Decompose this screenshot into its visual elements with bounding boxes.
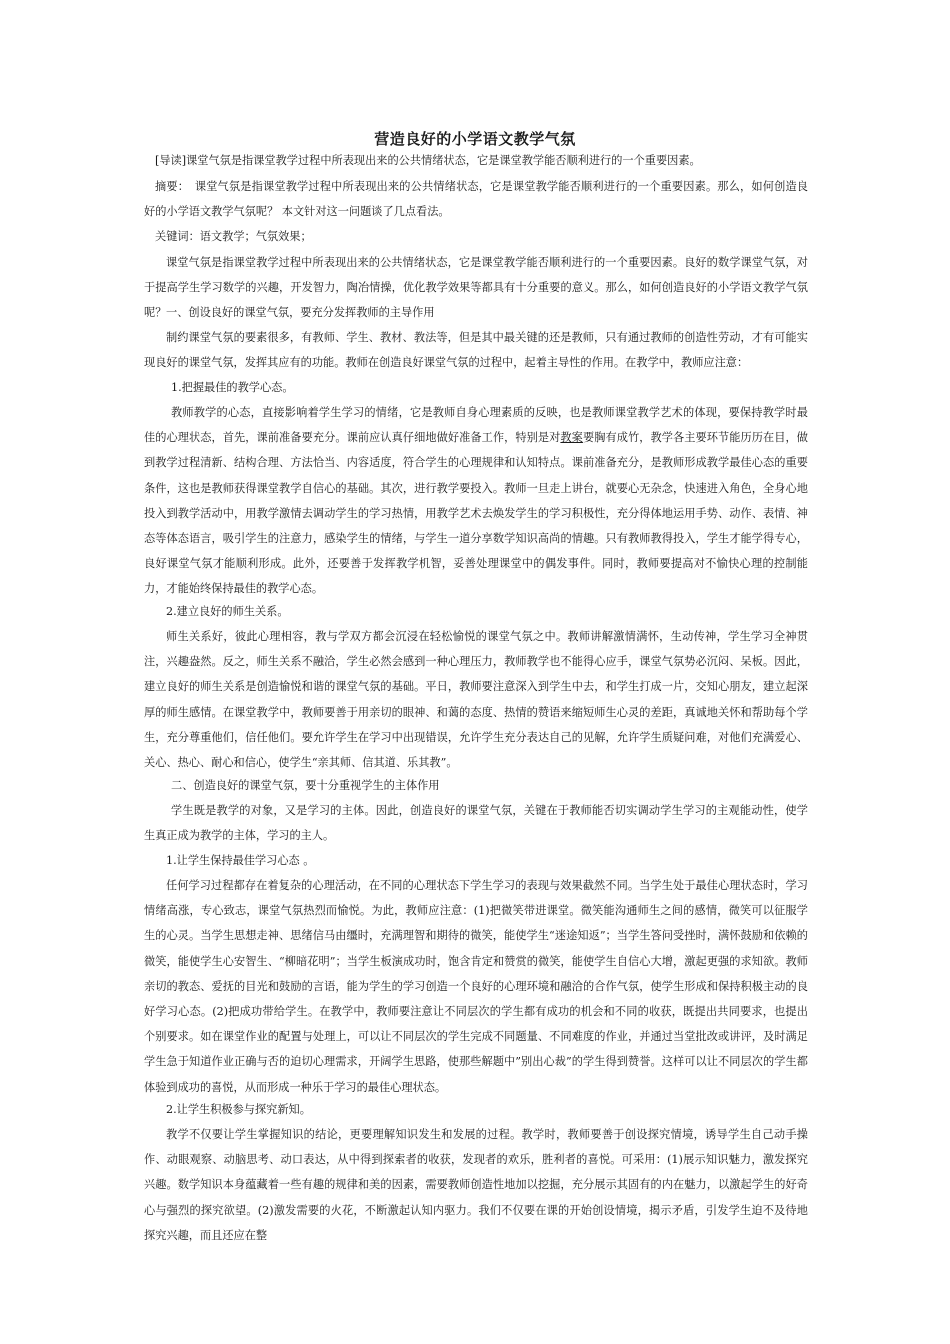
body-paragraph: 任何学习过程都存在着复杂的心理活动，在不同的心理状态下学生学习的表现与效果截然不同。当学生处于最佳心理状态时，学习情绪高涨，专心致志，课堂气氛热烈而愉悦。为此，教师应注意：(1)把微笑带进课堂。微笑能沟通师生之间的感情，微笑可以征服学生的心灵。当学生思想走神、思绪信马由缰时，充满理智和期待的微笑，能使学生“迷途知返”；当学生答问受挫时，满怀鼓励和依赖的微笑，能使学生心安智生、“柳暗花明”；当学生板演成功时，饱含肯定和赞赏的微笑，能使学生自信心大增，激起更强的求知欲。教师亲切的教态、爱抚的目光和鼓励的言语，能为学生的学习创造一个良好的心理环境和融洽的合作气氛，使学生形成和保持积极主动的良好学习心态。(2)把成功带给学生。在教学中，教师要注意让不同层次的学生都有成功的机会和不同的收获，既提出共同要求，也提出个别要求。如在课堂作业的配置与处理上，可以让不同层次的学生完成不同题量、不同难度的作业，并通过当堂批改或讲评，及时满足学生急于知道作业正确与否的迫切心理需求，开阔学生思路，使那些解题中”别出心裁”的学生得到赞誉。这样可以让不同层次的学生都体验到成功的喜悦，从而形成一种乐于学习的最佳心理状态。 (144, 879, 808, 1094)
intro-paragraph: 课堂气氛是指课堂教学过程中所表现出来的公共情绪状态，它是课堂教学能否顺利进行的一个重要因素。良好的数学课堂气氛，对于提高学生学习数学的兴趣，开发智力，陶冶情操，优化教学效果等都具有十分重要的意义。那么，如何创造良好的小学语文教学气氛呢？ (144, 256, 808, 320)
subheading-1-2: 2.建立良好的师生关系。 (166, 605, 289, 618)
subheading-2-2: 2.让学生积极参与探究新知。 (166, 1103, 311, 1116)
keywords-line: 关键词：语文教学；气氛效果； (155, 230, 312, 243)
body-paragraph (144, 400, 808, 602)
section-heading-2: 二、创造良好的课堂气氛，要十分重视学生的主体作用 (171, 779, 440, 792)
paragraph-text: 要胸有成竹，教学各主要环节能历历在目，做到教学过程清新、结构合理、方法恰当、内容适度，符合学生的心理规律和认知特点。课前准备充分，是教师形成教学最佳心态的重要条件，这也是教师获得课堂教学自信心的基础。其次，进行教学要投入。教师一旦走上讲台，就要心无杂念，快速进入角色，全身心地投入到教学活动中，用教学激情去调动学生的学习热情，用教学艺术去焕发学生的学习积极性，充分得体地运用手势、动作、表情、神态等体态语言，吸引学生的注意力，感染学生的情绪，与学生一道分享数学知识高尚的情趣。只有教师教得投入，学生才能学得专心，良好课堂气氛才能顺利形成。此外，还要善于发挥教学机智，妥善处理课堂中的偶发事件。同时，教师要提高对不愉快心理的控制能力，才能始终保持最佳的教学心态。 (144, 431, 808, 596)
lesson-plan-link[interactable]: 教案 (560, 431, 583, 445)
lead-paragraph: [导读]课堂气氛是指课堂教学过程中所表现出来的公共情绪状态，它是课堂教学能否顺利进行的一个重要因素。 (155, 154, 701, 167)
subheading-1-1: 1.把握最佳的教学心态。 (171, 381, 294, 394)
abstract-paragraph: 摘要： 课堂气氛是指课堂教学过程中所表现出来的公共情绪状态，它是课堂教学能否顺利进行的一个重要因素。那么，如何创造良好的小学语文教学气氛呢？ 本文针对这一问题谈了几点看法。 (144, 180, 808, 219)
body-paragraph: 师生关系好，彼此心理相容，教与学双方都会沉浸在轻松愉悦的课堂气氛之中。教师讲解激情满怀，生动传神，学生学习全神贯注，兴趣盎然。反之，师生关系不融洽，学生必然会感到一种心理压力，教师教学也不能得心应手，课堂气氛势必沉闷、呆板。因此，建立良好的师生关系是创造愉悦和谐的课堂气氛的基础。平日，教师要注意深入到学生中去，和学生打成一片，交知心朋友，建立起深厚的师生感情。在课堂教学中，教师要善于用亲切的眼神、和蔼的态度、热情的赞语来缩短师生心灵的差距，真诚地关怀和帮助每个学生，充分尊重他们，信任他们。要允许学生在学习中出现错误，允许学生充分表达自己的见解，允许学生质疑问难，对他们充满爱心、关心、热心、耐心和信心，使学生“亲其师、信其道、乐其教”。 (144, 630, 808, 770)
body-paragraph: 教学不仅要让学生掌握知识的结论，更要理解知识发生和发展的过程。教学时，教师要善于创设探究情境，诱导学生自己动手操作、动眼观察、动脑思考、动口表达，从中得到探索者的收获，发现者的欢乐，胜利者的喜悦。可采用：(1)展示知识魅力，激发探究兴趣。数学知识本身蕴藏着一些有趣的规律和美的因素，需要教师创造性地加以挖掘，充分展示其固有的内在魅力，以激起学生的好奇心与强烈的探究欲望。(2)激发需要的火花，不断激起认知内驱力。我们不仅要在课的开始创设情境，揭示矛盾，引发学生迫不及待地探究兴趣，而且还应在整 (144, 1128, 808, 1242)
section-heading-1: 一、创设良好的课堂气氛，要充分发挥教师的主导作用 (166, 306, 435, 319)
document-title: 营造良好的小学语文教学气氛 (374, 130, 576, 148)
body-paragraph: 制约课堂气氛的要素很多，有教师、学生、教材、教法等，但是其中最关键的还是教师，只有通过教师的创造性劳动，才有可能实现良好的课堂气氛，发挥其应有的功能。教师在创造良好课堂气氛的过程中，起着主导性的作用。在教学中，教师应注意： (144, 331, 808, 370)
body-paragraph: 学生既是教学的对象，又是学习的主体。因此，创造良好的课堂气氛，关键在于教师能否切实调动学生学习的主观能动性，使学生真正成为教学的主体，学习的主人。 (144, 804, 808, 843)
paragraph-text: 教师教学的心态，直接影响着学生学习的情绪，它是教师自身心理素质的反映，也是教师课堂教学艺术的体现，要保持教学时最佳的心理状态，首先，课前准备要充分。课前应认真仔细地做好准备工作，特别是对 (144, 406, 808, 445)
subheading-2-1: 1.让学生保持最佳学习心态 。 (166, 854, 315, 867)
